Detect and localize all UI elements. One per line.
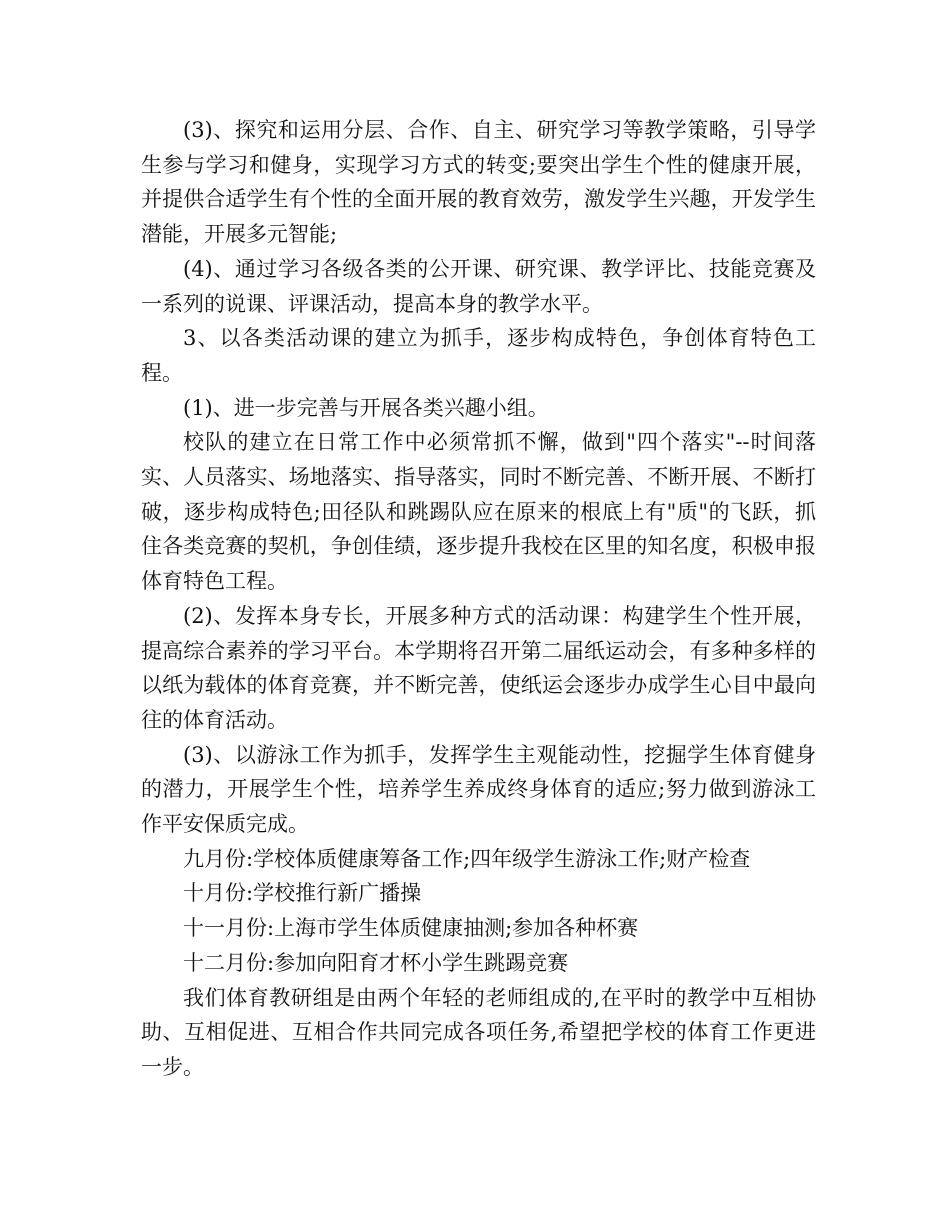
document-body [141, 113, 816, 1085]
paragraph-strategy: (3)、探究和运用分层、合作、自主、研究学习等教学策略，引导学生参与学习和健身，实现学习方式的转变;要突出学生个性的健康开展，并提供合适学生有个性的全面开展的教育效劳，激发学生兴趣，开发学生潜能，开展多元智能; [141, 118, 816, 247]
paragraph-conclusion: 我们体育教研组是由两个年轻的老师组成的,在平时的教学中互相协助、互相促进、互相合作共同完成各项任务,希望把学校的体育工作更进一步。 [141, 985, 816, 1079]
paragraph-specialty: (2)、发挥本身专长，开展多种方式的活动课：构建学生个性开展，提高综合素养的学习平台。本学期将召开第二届纸运动会，有多种多样的以纸为载体的体育竞赛，并不断完善，使纸运会逐步办成学生心目中最向往的体育活动。 [141, 603, 816, 732]
schedule-december: 十二月份:参加向阳育才杯小学生跳踢竞赛 [183, 950, 569, 975]
paragraph-swimming: (3)、以游泳工作为抓手，发挥学生主观能动性，挖掘学生体育健身的潜力，开展学生个性，培养学生养成终身体育的适应;努力做到游泳工作平安保质完成。 [141, 742, 816, 837]
paragraph-open-class: (4)、通过学习各级各类的公开课、研究课、教学评比、技能竞赛及一系列的说课、评课活动，提高本身的教学水平。 [141, 256, 816, 316]
schedule-november: 十一月份:上海市学生体质健康抽测;参加各种杯赛 [183, 916, 639, 941]
schedule-october: 十月份:学校推行新广播操 [183, 881, 422, 906]
paragraph-activity-course: 3、以各类活动课的建立为抓手，逐步构成特色，争创体育特色工程。 [141, 326, 816, 385]
schedule-september: 九月份:学校体质健康筹备工作;四年级学生游泳工作;财产检查 [183, 846, 751, 871]
paragraph-school-team: 校队的建立在日常工作中必须常抓不懈，做到"四个落实"--时间落实、人员落实、场地落实、指导落实，同时不断完善、不断开展、不断打破，逐步构成特色;田径队和跳踢队应在原来的根底上有"质"的飞跃，抓住各类竞赛的契机，争创佳绩，逐步提升我校在区里的知名度，积极申报体育特色工程。 [141, 430, 816, 594]
paragraph-interest-groups: (1)、进一步完善与开展各类兴趣小组。 [183, 395, 549, 420]
